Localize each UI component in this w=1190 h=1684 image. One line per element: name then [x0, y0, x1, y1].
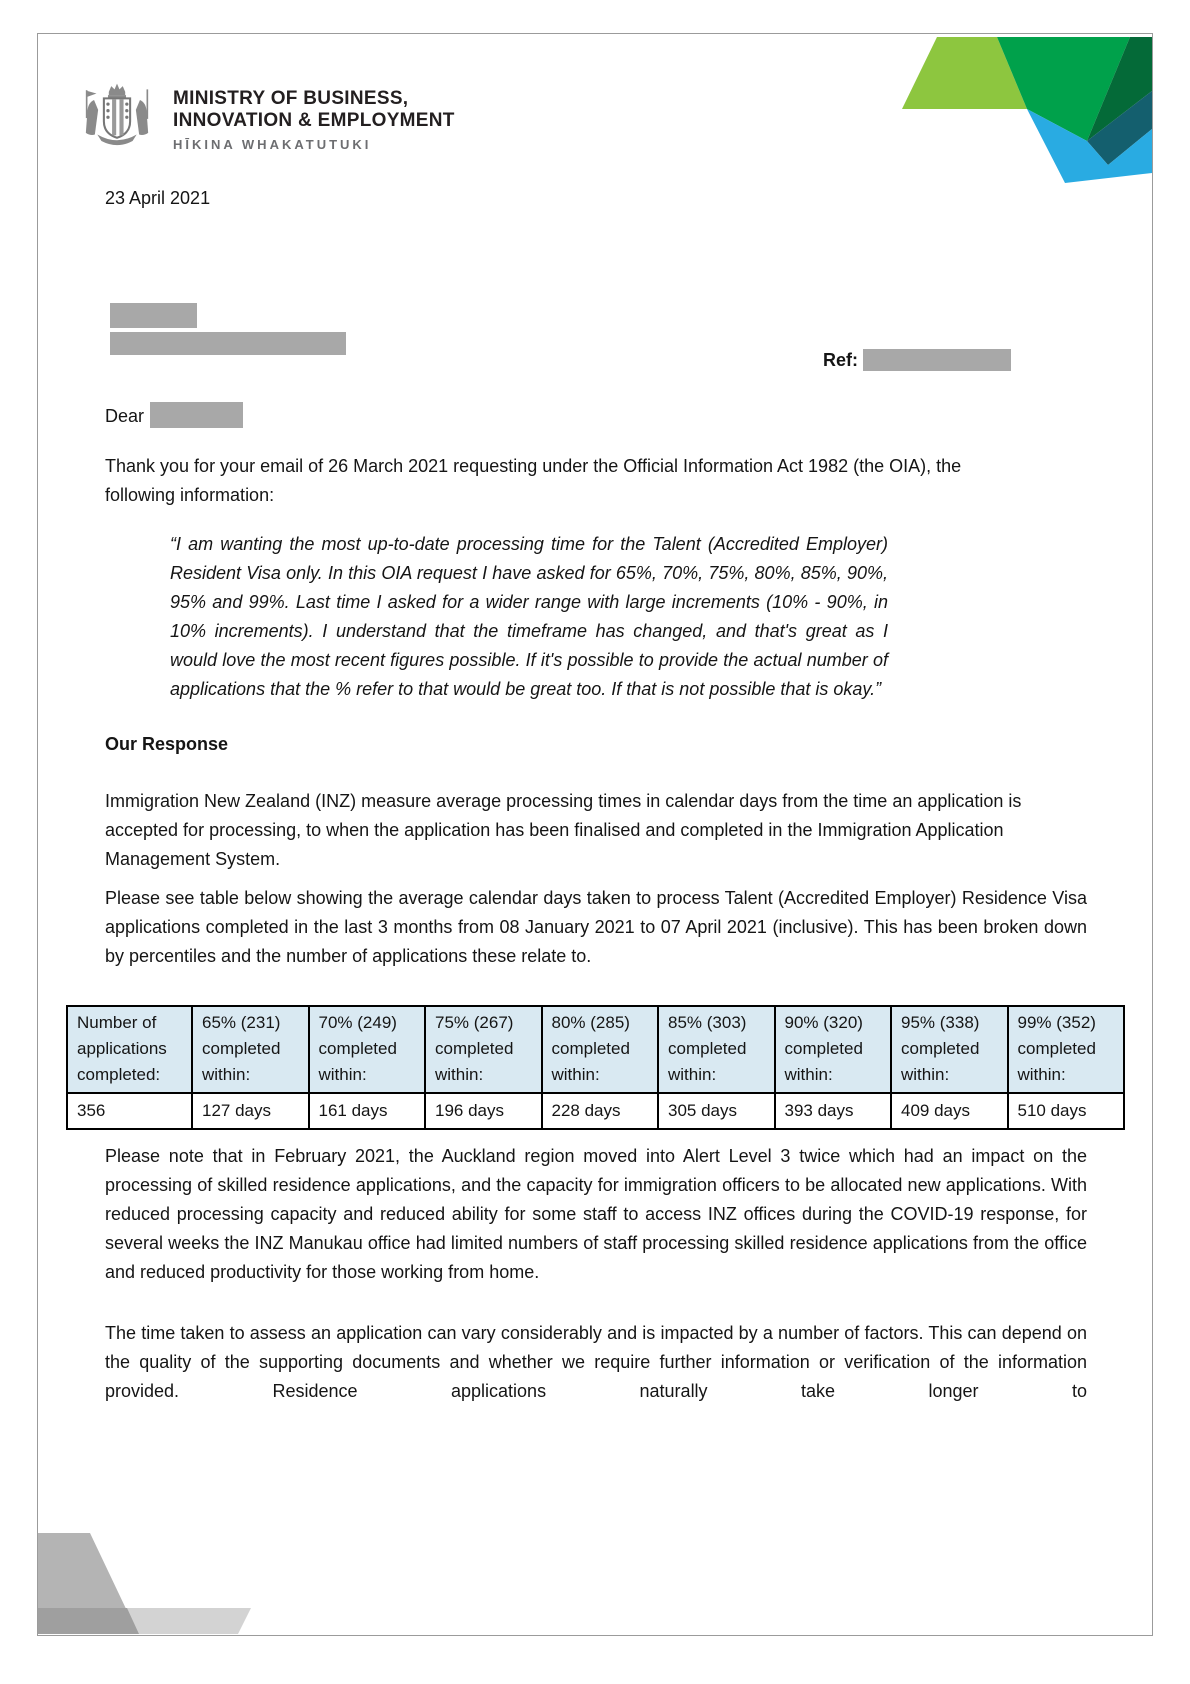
covid-impact-paragraph: Please note that in February 2021, the Auckland region moved into Alert Level 3 twice which had an impact on the processing of skilled residence applications, and the capacity for immigration officers to be allocated new applications. With reduced processing capacity and reduced ability for some staff to access INZ offices during the COVID-19 response, for several weeks the INZ Manukau office had limited numbers of staff processing skilled residence applications from the office and reduced productivity for those working from home. [105, 1146, 1087, 1282]
org-tagline: HĪKINA WHAKATUTUKI [173, 137, 372, 152]
processing-times-table [66, 1005, 1125, 1130]
table-data-row [67, 1093, 1124, 1129]
table-data-cell: 305 days [658, 1093, 775, 1129]
table-data-cell: 196 days [425, 1093, 542, 1129]
ref-line [823, 350, 1011, 371]
salutation-line [105, 406, 243, 428]
table-header-row [67, 1006, 1124, 1093]
table-header-cell: 65% (231) completed within: [192, 1006, 309, 1093]
table-header-cell: 95% (338) completed within: [891, 1006, 1008, 1093]
table-header-cell: 99% (352) completed within: [1008, 1006, 1125, 1093]
org-name-line2: INNOVATION & EMPLOYMENT [173, 110, 455, 131]
table-data-cell: 161 days [309, 1093, 426, 1129]
intro-paragraph: Thank you for your email of 26 March 2021 requesting under the Official Information Act 1982 (the OIA), the following information: [105, 456, 962, 505]
table-data-cell: 510 days [1008, 1093, 1125, 1129]
our-response-heading: Our Response [105, 734, 229, 754]
table-data-cell: 356 [67, 1093, 192, 1129]
assessment-factors-paragraph: The time taken to assess an application can vary considerably and is impacted by a number of factors. This can depend on the quality of the supporting documents and whether we require further information or verification of the information provided. Residence applications naturally take longer to [105, 1323, 1087, 1401]
ref-label: Ref: [823, 350, 858, 370]
redacted-ref-number [863, 349, 1011, 371]
nz-coat-of-arms-icon [75, 82, 159, 164]
table-data-cell: 409 days [891, 1093, 1008, 1129]
corner-gray-graphic [38, 1533, 253, 1634]
table-header-cell: Number of applications completed: [67, 1006, 192, 1093]
table-data-cell: 393 days [775, 1093, 892, 1129]
table-data-cell: 127 days [192, 1093, 309, 1129]
table-header-cell: 70% (249) completed within: [309, 1006, 426, 1093]
table-data-cell: 228 days [542, 1093, 659, 1129]
table-header-cell: 80% (285) completed within: [542, 1006, 659, 1093]
corner-triangles-graphic [825, 33, 1152, 183]
table-header-cell: 75% (267) completed within: [425, 1006, 542, 1093]
table-header-cell: 85% (303) completed within: [658, 1006, 775, 1093]
mbie-logo [75, 82, 455, 164]
table-header-cell: 90% (320) completed within: [775, 1006, 892, 1093]
redacted-recipient-name [110, 303, 197, 328]
salutation-label: Dear [105, 406, 145, 426]
request-quote-paragraph: “I am wanting the most up-to-date processing time for the Talent (Accredited Employer) Resident Visa only. In this OIA request I have asked for 65%, 70%, 75%, 80%, 85%, 90%, 95% and 99%. Last time I asked for a wider range with large increments (10% - 90%, in 10% increments). I understand that the timeframe has changed, and that's great as I would love the most recent figures possible. If it's possible to provide the actual number of applications that the % refer to that would be great too. If that is not possible that is okay.” [170, 534, 888, 699]
org-name-line1: MINISTRY OF BUSINESS, [173, 88, 409, 109]
table-intro-paragraph: Please see table below showing the average calendar days taken to process Talent (Accredited Employer) Residence Visa applications completed in the last 3 months from 08 January 2021 to 07 April 2021 (inclusive). This has been broken down by percentiles and the number of applications these relate to. [105, 888, 1087, 966]
measure-paragraph: Immigration New Zealand (INZ) measure average processing times in calendar days from the time an application is accepted for processing, to when the application has been finalised and completed in the Immigration Application Management System. [105, 791, 1022, 869]
redacted-recipient-address [110, 332, 346, 355]
redacted-salutation-name [150, 402, 243, 428]
letter-date: 23 April 2021 [105, 188, 211, 208]
